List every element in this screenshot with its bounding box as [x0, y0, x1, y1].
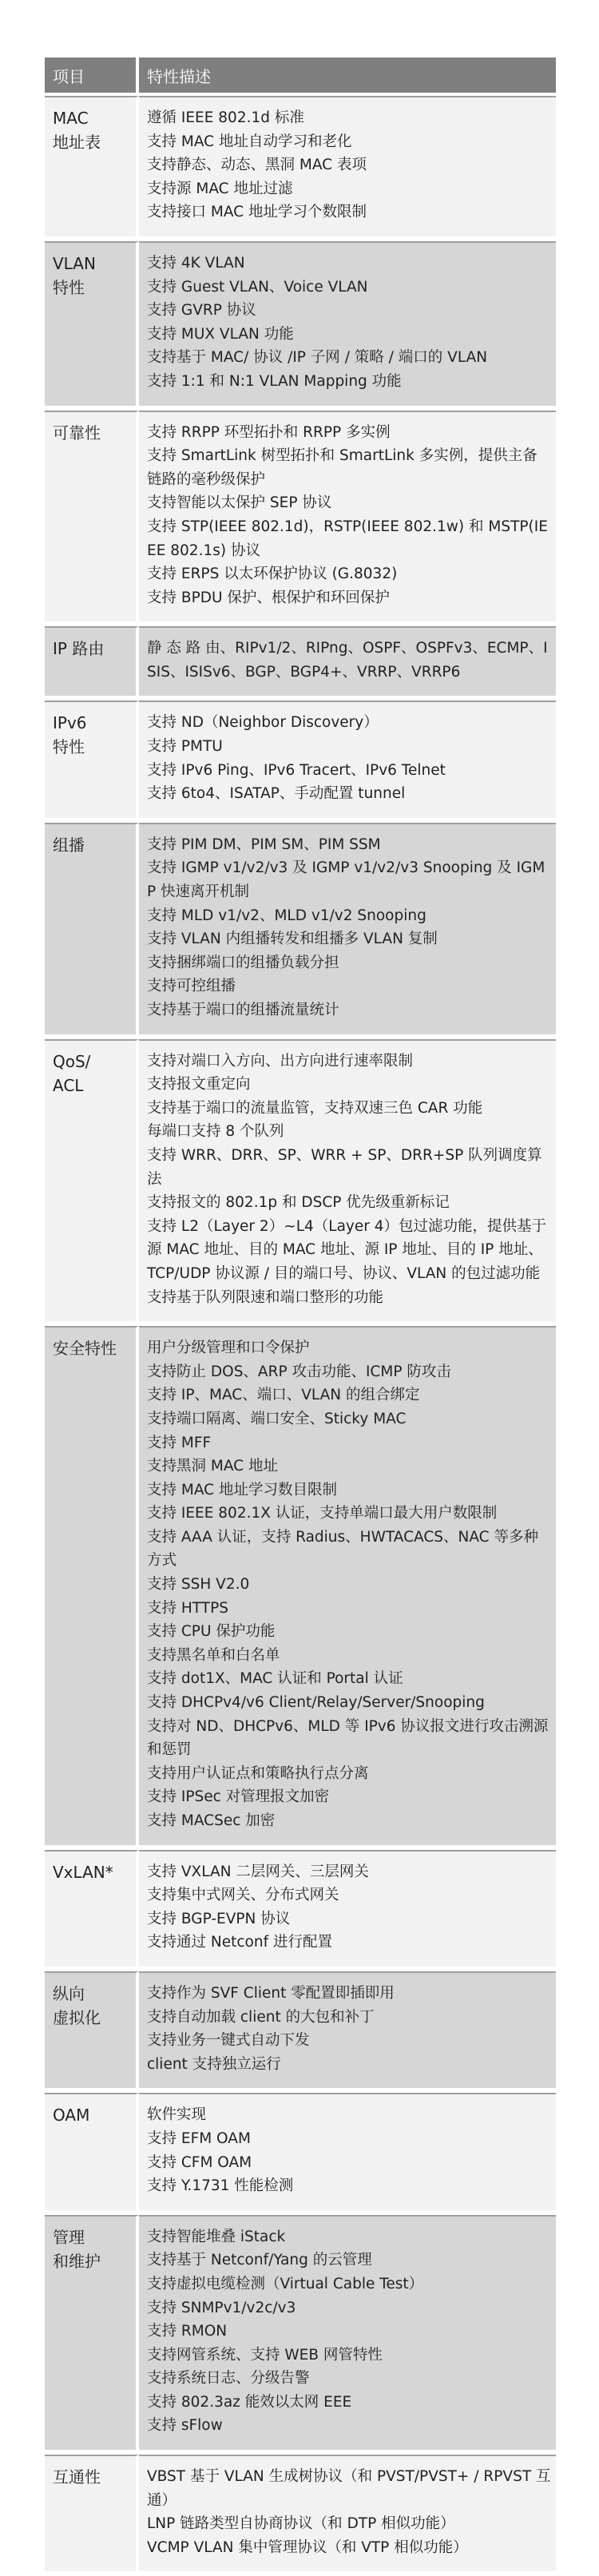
row-features	[139, 241, 556, 411]
row-features	[139, 701, 556, 822]
feature-line: 支持 4K VLAN	[147, 254, 245, 272]
feature-line: 支持基于 Netconf/Yang 的云管理	[147, 2252, 372, 2269]
row-category	[45, 1850, 139, 1971]
feature-line: 每端口支持 8 个队列	[147, 1123, 284, 1141]
feature-line: 支持 CFM OAM	[147, 2153, 252, 2171]
table-row	[45, 1326, 556, 1849]
category-label-line: 互通性	[53, 2467, 101, 2487]
feature-line: 支持网管系统、支持 WEB 网管特性	[147, 2346, 383, 2364]
feature-line: 支持 HTTPS	[147, 1599, 228, 1617]
table-row	[45, 823, 556, 1039]
feature-line: 支持 Guest VLAN、Voice VLAN	[147, 278, 368, 296]
feature-line: 支持集中式网关、分布式网关	[147, 1887, 339, 1904]
row-features	[139, 626, 556, 701]
feature-line: 支持 BGP-EVPN 协议	[147, 1910, 291, 1927]
header-item: 项目	[45, 58, 139, 96]
feature-line: 支持接口 MAC 地址学习个数限制	[147, 204, 367, 221]
feature-line: 支持报文的 802.1p 和 DSCP 优先级重新标记	[147, 1194, 450, 1212]
feature-line: 支持 STP(IEEE 802.1d)，RSTP(IEEE 802.1w) 和 MSTP(IEEE 802.1s) 协议	[147, 518, 548, 559]
feature-line: 支持 DHCPv4/v6 Client/Relay/Server/Snooping	[147, 1694, 485, 1712]
row-category	[45, 241, 139, 411]
category-label-line: QoS/	[53, 1051, 91, 1071]
table-row	[45, 2455, 556, 2576]
row-category	[45, 1971, 139, 2093]
feature-line: 支持 CPU 保护功能	[147, 1623, 276, 1641]
category-label-line: VLAN	[53, 253, 96, 273]
row-category	[45, 411, 139, 627]
feature-line: 支持 IEEE 802.1X 认证，支持单端口最大用户数限制	[147, 1505, 498, 1522]
table-row	[45, 411, 556, 627]
feature-line: 静 态 路 由、RIPv1/2、RIPng、OSPF、OSPFv3、ECMP、ISIS、ISISv6、BGP、BGP4+、VRRP、VRRP6	[147, 640, 548, 681]
category-label-line: 特性	[53, 737, 85, 757]
category-label-line: OAM	[53, 2106, 90, 2125]
row-features	[139, 1850, 556, 1971]
category-label-line: 安全特性	[53, 1339, 117, 1359]
feature-line: 支持用户认证点和策略执行点分离	[147, 1764, 369, 1782]
feature-line: 支持 1:1 和 N:1 VLAN Mapping 功能	[147, 372, 402, 390]
feature-line: 支持业务一键式自动下发	[147, 2032, 310, 2050]
feature-line: 支持源 MAC 地址过滤	[147, 180, 293, 197]
feature-line: 支持 SSH V2.0	[147, 1576, 250, 1594]
row-features	[139, 823, 556, 1039]
table-body	[45, 96, 556, 2576]
table-header-row	[45, 58, 556, 96]
feature-line: 支持 AAA 认证，支持 Radius、HWTACACS、NAC 等多种方式	[147, 1528, 538, 1570]
row-category	[45, 96, 139, 241]
feature-line: 支持系统日志、分级告警	[147, 2370, 310, 2387]
row-features	[139, 411, 556, 627]
feature-line: 支持 MUX VLAN 功能	[147, 325, 294, 343]
row-category	[45, 1326, 139, 1849]
feature-line: 用户分级管理和口令保护	[147, 1340, 310, 1357]
feature-line: 支持智能堆叠 iStack	[147, 2228, 286, 2245]
feature-line: 支持虚拟电缆检测（Virtual Cable Test）	[147, 2275, 424, 2292]
row-category	[45, 2455, 139, 2576]
table-row	[45, 96, 556, 241]
category-label-line: ACL	[53, 1075, 84, 1095]
row-category	[45, 1039, 139, 1327]
feature-line: 支持 dot1X、MAC 认证和 Portal 认证	[147, 1670, 403, 1688]
feature-line: 支持静态、动态、黑洞 MAC 表项	[147, 157, 367, 174]
feature-line: 遵循 IEEE 802.1d 标准	[147, 109, 304, 126]
row-category	[45, 2093, 139, 2214]
feature-line: 支持基于队列限速和端口整形的功能	[147, 1288, 384, 1306]
feature-line: LNP 链路类型自协商协议（和 DTP 相似功能）	[147, 2515, 455, 2533]
feature-line: 支持端口隔离、端口安全、Sticky MAC	[147, 1410, 407, 1427]
row-category	[45, 626, 139, 701]
feature-line: 支持 Y.1731 性能检测	[147, 2177, 294, 2195]
feature-line: 支持对端口入方向、出方向进行速率限制	[147, 1052, 414, 1070]
feature-line: 支持防止 DOS、ARP 攻击功能、ICMP 防攻击	[147, 1363, 451, 1380]
table-row	[45, 2215, 556, 2455]
feature-line: 支持 MAC 地址自动学习和老化	[147, 133, 352, 150]
feature-line: VCMP VLAN 集中管理协议（和 VTP 相似功能）	[147, 2538, 468, 2556]
category-label-line: 特性	[53, 277, 85, 297]
table-row	[45, 1850, 556, 1971]
feature-line: 支持报文重定向	[147, 1076, 251, 1094]
feature-line: 支持 L2（Layer 2）~L4（Layer 4）包过滤功能，提供基于源 MAC 地址、目的 MAC 地址、源 IP 地址、目的 IP 地址、TCP/UDP 协议源 / 目的端口号、协议、VLAN 的包过滤功能	[147, 1217, 546, 1282]
row-features	[139, 1326, 556, 1849]
row-features	[139, 2455, 556, 2576]
row-category	[45, 2215, 139, 2455]
feature-line: 支持 MACSec 加密	[147, 1812, 276, 1829]
table-row	[45, 2093, 556, 2214]
feature-line: 支持基于 MAC/ 协议 /IP 子网 / 策略 / 端口的 VLAN	[147, 349, 488, 367]
row-features	[139, 2093, 556, 2214]
feature-line: 支持对 ND、DHCPv6、MLD 等 IPv6 协议报文进行攻击溯源和惩罚	[147, 1717, 549, 1759]
feature-line: 支持 RMON	[147, 2323, 228, 2340]
table-row	[45, 626, 556, 701]
feature-line: 支持捆绑端口的组播负载分担	[147, 954, 339, 971]
feature-line: 软件实现	[147, 2106, 207, 2124]
category-label-line: VxLAN*	[53, 1862, 113, 1882]
table-row	[45, 701, 556, 822]
table-row	[45, 1039, 556, 1327]
feature-line: 支持黑洞 MAC 地址	[147, 1458, 278, 1475]
feature-line: 支持基于端口的流量监管，支持双速三色 CAR 功能	[147, 1099, 483, 1117]
feature-line: 支持 IGMP v1/v2/v3 及 IGMP v1/v2/v3 Snooping 及 IGMP 快速离开机制	[147, 859, 545, 901]
row-features	[139, 2215, 556, 2455]
feature-line: 支持基于端口的组播流量统计	[147, 1002, 339, 1018]
feature-line: 支持自动加载 client 的大包和补丁	[147, 2008, 375, 2026]
table-row	[45, 241, 556, 411]
category-label-line: 管理	[53, 2227, 85, 2247]
feature-line: 支持 SNMPv1/v2c/v3	[147, 2299, 296, 2316]
feature-line: 支持 BPDU 保护、根保护和环回保护	[147, 589, 390, 606]
feature-line: VBST 基于 VLAN 生成树协议（和 PVST/PVST+ / RPVST 互通）	[147, 2468, 551, 2509]
feature-line: 支持 EFM OAM	[147, 2129, 251, 2147]
feature-line: client 支持独立运行	[147, 2055, 281, 2073]
category-label-line: IP 路由	[53, 639, 105, 659]
feature-line: 支持智能以太保护 SEP 协议	[147, 494, 332, 512]
row-features	[139, 96, 556, 241]
feature-line: 支持作为 SVF Client 零配置即插即用	[147, 1984, 395, 2002]
feature-line: 支持可控组播	[147, 978, 236, 995]
row-category	[45, 701, 139, 822]
category-label-line: 和维护	[53, 2251, 101, 2271]
feature-line: 支持 IPv6 Ping、IPv6 Tracert、IPv6 Telnet	[147, 761, 446, 779]
feature-line: 支持通过 Netconf 进行配置	[147, 1934, 332, 1951]
feature-line: 支持 PIM DM、PIM SM、PIM SSM	[147, 836, 381, 853]
feature-line: 支持 ND（Neighbor Discovery）	[147, 714, 379, 732]
feature-line: 支持 GVRP 协议	[147, 302, 256, 320]
feature-line: 支持 ERPS 以太环保护协议 (G.8032)	[147, 566, 398, 583]
feature-line: 支持 VXLAN 二层网关、三层网关	[147, 1863, 369, 1880]
category-label-line: 组播	[53, 835, 85, 855]
feature-line: 支持 IPSec 对管理报文加密	[147, 1788, 330, 1806]
feature-line: 支持 WRR、DRR、SP、WRR + SP、DRR+SP 队列调度算法	[147, 1146, 542, 1188]
feature-line: 支持黑名单和白名单	[147, 1646, 280, 1664]
category-label-line: MAC	[53, 109, 89, 128]
row-features	[139, 1971, 556, 2093]
feature-line: 支持 6to4、ISATAP、手动配置 tunnel	[147, 785, 406, 803]
header-description: 特性描述	[139, 58, 556, 96]
category-label-line: 纵向	[53, 1983, 85, 2003]
feature-line: 支持 MFF	[147, 1434, 212, 1451]
feature-line: 支持 SmartLink 树型拓扑和 SmartLink 多实例，提供主备链路的毫秒级保护	[147, 447, 538, 488]
feature-line: 支持 RRPP 环型拓扑和 RRPP 多实例	[147, 423, 391, 441]
feature-line: 支持 sFlow	[147, 2417, 223, 2435]
table-row	[45, 1971, 556, 2093]
category-label-line: 地址表	[53, 133, 101, 152]
feature-line: 支持 802.3az 能效以太网 EEE	[147, 2393, 352, 2411]
category-label-line: IPv6	[53, 713, 87, 733]
feature-line: 支持 VLAN 内组播转发和组播多 VLAN 复制	[147, 931, 438, 948]
category-label-line: 虚拟化	[53, 2007, 101, 2027]
feature-line: 支持 MAC 地址学习数目限制	[147, 1481, 337, 1498]
category-label-line: 可靠性	[53, 423, 101, 443]
feature-line: 支持 MLD v1/v2、MLD v1/v2 Snooping	[147, 907, 426, 924]
row-category	[45, 823, 139, 1039]
row-features	[139, 1039, 556, 1327]
feature-spec-table	[45, 58, 556, 2576]
feature-line: 支持 PMTU	[147, 738, 223, 756]
feature-line: 支持 IP、MAC、端口、VLAN 的组合绑定	[147, 1387, 420, 1404]
